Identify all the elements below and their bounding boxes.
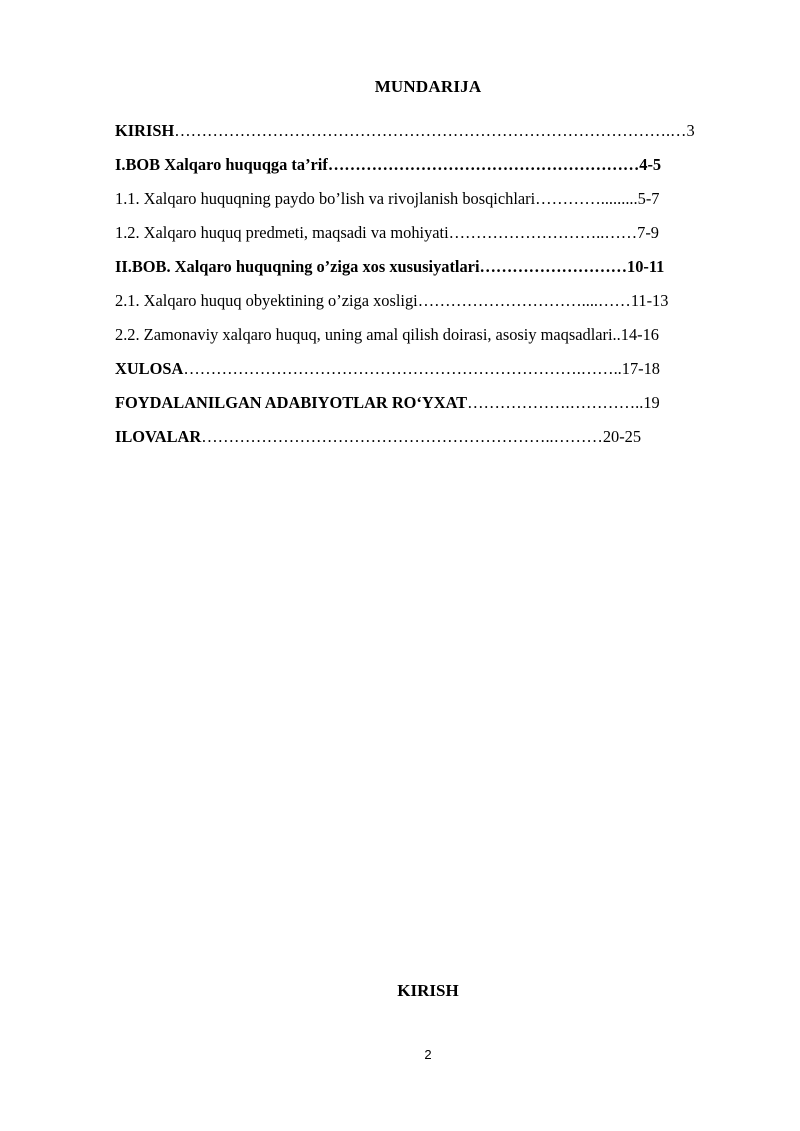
toc-entry-kirish[interactable] [115, 119, 755, 153]
toc-leader-dots: ………………………………………………………..……… [201, 427, 603, 446]
toc-entry-text: 2.1. Xalqaro huquq obyektining o’ziga xosligi [115, 291, 418, 310]
section-heading: KIRISH [397, 981, 459, 1000]
toc-entry-text: 1.2. Xalqaro huquq predmeti, maqsadi va mohiyati [115, 223, 449, 242]
toc-page-number: 7-9 [637, 223, 660, 242]
toc-leader-dots: ……………………………………………………………….…….. [183, 359, 622, 378]
toc-page-number: 11-13 [630, 291, 669, 310]
toc-entry-ilovalar[interactable] [115, 425, 755, 459]
toc-entry-1-2[interactable] [115, 221, 755, 255]
toc-page-number: 10-11 [627, 257, 665, 276]
toc-entry-2-2[interactable] [115, 323, 755, 357]
toc-entry-text: XULOSA [115, 359, 184, 378]
toc-entry-2-1[interactable] [115, 289, 755, 323]
toc-page-number: 17-18 [621, 359, 661, 378]
toc-entry-chapter-2[interactable] [115, 255, 755, 289]
toc-leader-dots: …………......... [535, 189, 638, 208]
toc-page-number: 20-25 [602, 427, 642, 446]
toc-entry-1-1[interactable] [115, 187, 755, 221]
toc-page-number: 5-7 [637, 189, 660, 208]
page-number: 2 [424, 1047, 432, 1062]
toc-entry-bibliography[interactable] [115, 391, 755, 425]
toc-entry-text: FOYDALANILGAN ADABIYOTLAR RO‘YXAT [115, 393, 468, 412]
toc-leader-dots: …………………………....…… [417, 291, 631, 310]
toc-leader-dots: ……………………… [479, 257, 628, 276]
toc-leader-dots: .. [612, 325, 621, 344]
toc-entry-text: 2.2. Zamonaviy xalqaro huquq, uning amal qilish doirasi, asosiy maqsadlari [115, 325, 613, 344]
toc-entry-text: 1.1. Xalqaro huquqning paydo bo’lish va rivojlanish bosqichlari [115, 189, 536, 208]
toc-page-number: 19 [643, 393, 660, 412]
toc-page-number: 14-16 [620, 325, 659, 344]
toc-entry-xulosa[interactable] [115, 357, 755, 391]
toc-entry-text: I.BOB Xalqaro huquqga ta’rif [115, 155, 328, 174]
toc-page-number: 3 [686, 121, 695, 140]
toc-entry-text: KIRISH [115, 121, 175, 140]
toc-page-number: 4-5 [639, 155, 662, 174]
toc-entry-text: ILOVALAR [115, 427, 202, 446]
toc-leader-dots: ………………………………………………… [327, 155, 640, 174]
toc-title: MUNDARIJA [374, 77, 482, 96]
toc-leader-dots: ………………………..…… [448, 223, 638, 242]
toc-entry-chapter-1[interactable] [115, 153, 755, 187]
toc-leader-dots: ……………………………………………………………………………….… [174, 121, 687, 140]
table-of-contents [115, 119, 755, 459]
toc-entry-text: II.BOB. Xalqaro huquqning o’ziga xos xususiyatlari [115, 257, 480, 276]
toc-leader-dots: ……………….………….. [467, 393, 644, 412]
